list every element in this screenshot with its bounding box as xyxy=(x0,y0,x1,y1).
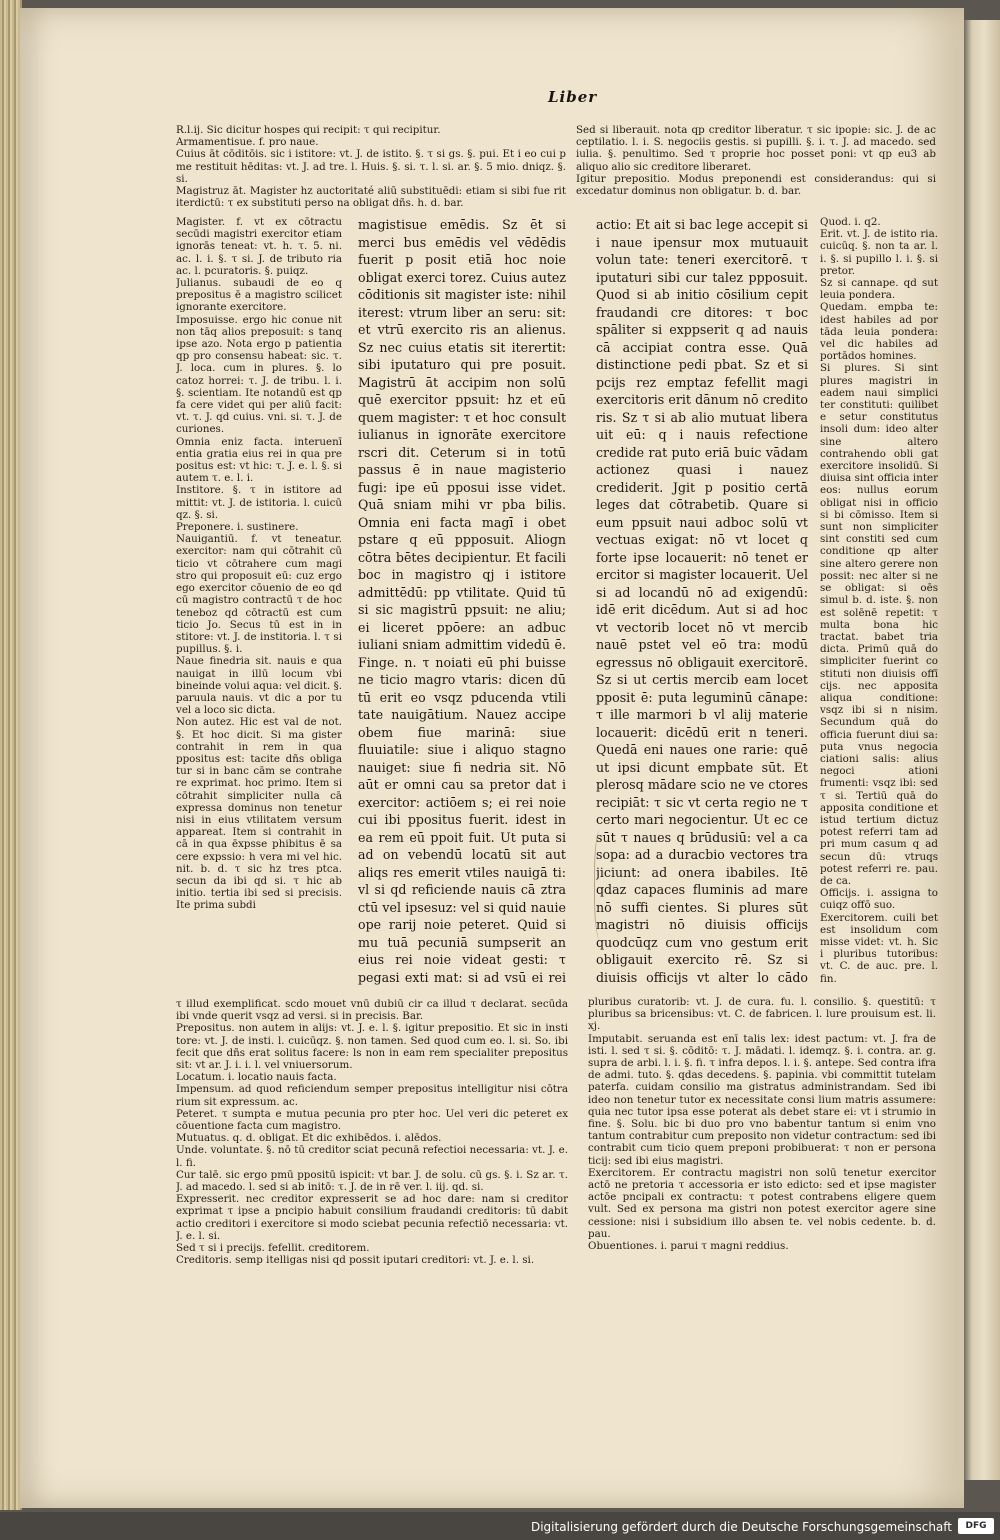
gloss-paragraph: Magister. f. vt ex cōtractu secūdi magistri exercitor etiam ignorās teneat: vt. h. τ. 5. ni. ac. l. i. §. τ si. J. de tributo ria ac. l. pcuratoris. §. puiqz. xyxy=(176,216,342,277)
main-text-right-column xyxy=(596,216,808,988)
gloss-paragraph: Imputabit. seruanda est enī talis lex: idest pactum: vt. J. fra de isti. l. sed τ si. §. cōditō: τ. J. mādati. l. idemqz. §. i. contra. ar. g. supra de arbi. l. i. §. fi. τ infra depos. l. i. §. antepe. Sed contra ifra de admi. tuto. §. qdas decedens. §. papinia. vbi committit tutelam paterfa. cuidam consilio ma gistratus administrandam. Sed ibi ideo non tenetur tutor ex necessitate consi lium matris assumere: quia nec tutor ipsa esse poterat als debet stare ei: vt i strumio in fine. §. Solu. bic bi duo pro vno babentur tantum si enim vno tantum contrabitur cum preposito non videtur contractum: sed ibi contrabit cum ticio quem preponi probibuerat: τ non er persona ticij: sed ibi eius magistri. xyxy=(588,1032,936,1167)
main-text-left-column xyxy=(358,216,566,988)
gloss-paragraph: Quod. i. q2. xyxy=(820,216,881,228)
gloss-paragraph: Peteret. τ sumpta e mutua pecunia pro pter hoc. Uel veri dic peteret ex cōuentione facta cum magistro. xyxy=(176,1107,568,1133)
gloss-line: Magistruz āt. Magister hz auctoritaté aliū substituēdi: etiam si sibi fue rit iterdictū: τ ex substituti perso na obligat dñs. h. d. bar. xyxy=(176,185,566,210)
left-gloss-column xyxy=(176,216,342,1001)
gloss-paragraph: Obuentiones. i. parui τ magni reddius. xyxy=(588,1240,789,1253)
gloss-paragraph: Sed τ si i precijs. fefellit. creditorem. xyxy=(176,1242,370,1255)
book-page xyxy=(20,8,964,1508)
gloss-paragraph: Erit. vt. J. de istito ria. cuicūq. §. non ta ar. l. i. §. si pupillo l. i. §. si pretor. xyxy=(820,228,938,277)
gloss-paragraph: Quedam. empba te: idest habiles ad por tāda leuia pondera: vel dic habiles ad portādos homines. xyxy=(820,301,938,363)
gloss-paragraph: Unde. voluntate. §. nō tū creditor sciat pecunā refectioi necessaria: vt. J. e. l. fi. xyxy=(176,1144,568,1169)
gloss-paragraph: Exercitorem. Er contractu magistri non solū tenetur exercitor actō ne pretoria τ accessoria er isto edicto: sed et ipse magister actōe pncipali ex contractu: τ potest contrabens eligere quem vult. Sed ex persona ma gistri non potest exercitor agere sine cessione: nisi i subsidium illo absen te. vel nobis cedente. b. d. pau. xyxy=(588,1166,936,1240)
gloss-paragraph: Officijs. i. assigna to cuiqz offō suo. xyxy=(820,887,938,912)
left-top-gloss xyxy=(176,124,566,214)
gloss-paragraph: Si plures. Si sint plures magistri in eadem naui simplici ter constituti: quilibet e setur constitutus insoli dum: ideo alter sine altero contrahendo obli gat exercitore insolidū. Si diuisa sint officia inter eos: nullus eorum obligat nisi in officio si bi cōmisso. Item si sunt non simpliciter sint constiti sed cum conditione qp alter sine altero gerere non possit: nec alter si ne se obligat: si oēs simul b. d. iste. §. non est solēnē repetit: τ multa bona hic tractat. babet tria dicta. Primū quā do simpliciter fuerint co stituti non diuisis offī cijs. nec apposita aliqua conditione: vsqz ibi si n nisim. Secundum quā do officia fuerunt diui sa: puta vnus negocia ciationi salis: alius negoci ationi frumenti: vsqz ibi: sed τ si. Tertiū quā do apposita conditione et istud tertium dictuz potest referri tam ad pri mum casum q ad secun dū: vtruqs potest referri re. pau. de ca. xyxy=(820,362,938,887)
gloss-line: Sed si liberauit. nota qp creditor liberatur. τ sic ipopie: sic. J. de ac ceptilatio. l. i. S. negociis gestis. si pupilli. §. i. τ. J. ad macedo. sed iulia. §. penultimo. Sed τ proprie hoc posset poni: vt qp eu3 ab aliquo alio sic creditore liberaret. xyxy=(576,124,936,173)
bottom-right-gloss xyxy=(588,996,936,1266)
pencil-marginal-mark xyxy=(594,830,609,940)
main-text: actio: Et ait si bac lege accepit si i naue ipensur mox mutuauit volun tate: teneri exercitorē. τ iputaturi sibi cur talez ppposuit. Quod si ab initio cōsilium cepit fraudandi cre ditores: τ boc spāliter si exppserit q ad nauis cā accipiat contra esse. Quā distinctione pedi pbat. Sz et si pcijs rez emptaz fefellit magi exercitoris erit dānum nō credito ris. Sz τ si ab alio mutuat libera uit eū: q i nauis refectione credide rat puto eriā buic vādam actionez quasi i nauez crediderit. Jgit p positio certā leges dat cōtrabetib. Quare si eum ppsuit naui adboc solū vt vectuas exigat: nō vt locet q forte ipse locauerit: nō tenet er ercitor si magister locauerit. Uel si ad locandū nō ad exigendū: idē erit dicēdum. Aut si ad hoc vt vectorib locet nō vt mercib nauē pstet vel eō tra: modū egressus nō obligauit exercitorē. Sz si ut certis mercib eam locet pposit ē: puta leguminū cānape: τ ille marmori b vl alij materie locauerit: dicēdū erit n teneri. Quedā eni naues one rarie: quē ut ipsi dicunt empbate sūt. Et plerosq mādare scio ne ve ctores recipiāt: τ sic vt certa regio ne τ certo mari negocientur. Ut ec ce sūt τ naues q brūdusiū: vel a ca sopa: ad a duracbio vectores tra jiciunt: ad onera ibabiles. Itē qdaz capaces fluminis ad mare nō suffi cientes. Si plures sūt magistri nō diuisis officijs quodcūqz cum vno gestum erit obligauit exercito rē. Sz si diuisis officijs vt alter lo cādo xyxy=(596,217,808,985)
gloss-paragraph: Locatum. i. locatio nauis facta. xyxy=(176,1071,337,1084)
gloss-line: R.l.ij. Sic dicitur hospes qui recipit: τ qui recipitur. xyxy=(176,124,441,136)
book-edge-left xyxy=(0,0,22,1510)
gloss-line: Cuius āt cōditōis. sic i istitore: vt. J. de istito. §. τ si gs. §. pui. Et i eo cui p me restituit hēditas: vt. J. ad tre. l. Huis. §. si. τ. l. si. ar. §. 5 mio. dniqz. §. si. xyxy=(176,148,566,185)
gloss-paragraph: Exercitorem. cuili bet est insolidum com misse videt: vt. h. Sic i pluribus tutoribus: vt. C. de auc. pre. l. fin. xyxy=(820,911,938,985)
gloss-paragraph: Non autez. Hic est val de not. §. Et hoc dicit. Si ma gister contrahit in rem in qua ppositus est: tacite dñs obliga tur si in banc cām se contrahe re exprimat. hoc primo. Item si cōtrahit simpliciter nulla cā expressa dominus non tenetur nisi in eius vtilitatem versum appareat. Item si contrahit in cā in qua ēxpsse phibitus ē sa cere expssio: h vera mi vel hic. nit. b. d. τ sic hz tres ptca. secun da ibi qd si. τ hic ab initio. tertia ibi sed si precisis. Ite prima subdi xyxy=(176,716,342,912)
bottom-left-gloss xyxy=(176,998,568,1266)
gloss-paragraph: Julianus. subaudi de eo q prepositus ē a magistro scilicet ignorante exercitore. xyxy=(176,277,342,314)
gloss-paragraph: Imposuisse. ergo hic conue nit non tāq alios preposuit: s tanq ipse azo. Nota ergo p patientia qp pro consensu habeat: sic. τ. J. loca. cum in plures. §. lo catoz horrei: τ. J. de tribu. l. i. §. scientiam. Ite notandū est qp fa cere videt qui per aliū facit: vt. τ. J. qd cuius. vni. si. τ. J. de curiones. xyxy=(176,313,342,436)
gloss-paragraph: Institore. §. τ in istitore ad mittit: vt. J. de istitoria. l. cuicū qz. §. si. xyxy=(176,484,342,521)
gloss-paragraph: Prepositus. non autem in alijs: vt. J. e. l. §. igitur prepositio. Et sic in insti tore: vt. J. de insti. l. cuicūqz. §. non tamen. Sed quod cum eo. l. si. So. ibi fecit que dñs erat solitus facere: ls non in eam rem specialiter prepositus sit: vt ar. J. i. i. l. vel vniuersorum. xyxy=(176,1022,568,1072)
gloss-paragraph: Expresserit. nec creditor expresserit se ad hoc dare: nam si creditor exprimat τ ipse a pncipio habuit consilium fraudandi creditoris: tū dabit actio creditori i exercitore si modo sciebat pecunia refectiō necessaria: vt. J. e. l. si. xyxy=(176,1193,568,1242)
right-top-gloss xyxy=(576,124,936,208)
gloss-paragraph: Creditoris. semp itelligas nisi qd possit iputari creditori: vt. J. e. l. si. xyxy=(176,1254,535,1266)
gloss-paragraph: Omnia eniz facta. interuenī entia gratia eius rei in qua pre positus est: vt hic: τ. J. e. l. §. si autem τ. e. l. i. xyxy=(176,435,342,485)
running-head: Liber xyxy=(548,88,598,106)
gloss-paragraph: Preponere. i. sustinere. xyxy=(176,521,299,534)
gloss-paragraph: Impensum. ad quod reficiendum semper prepositus intelligitur nisi cōtra rium sit expressum. ac. xyxy=(176,1083,568,1108)
gloss-paragraph: τ illud exemplificat. scdo mouet vnū dubiū cir ca illud τ declarat. secūda ibi vnde querit vsqz ad versi. si in precisis. Bar. xyxy=(176,998,568,1023)
gloss-paragraph: pluribus curatorib: vt. J. de cura. fu. l. consilio. §. questitū: τ pluribus sa bricensibus: vt. C. de fabricen. l. lure prouisum est. li. xj. xyxy=(588,996,936,1033)
facing-page-edge xyxy=(960,20,1000,1480)
footer-funding-note: Digitalisierung gefördert durch die Deutsche Forschungsgemeinschaft xyxy=(530,1520,952,1534)
gloss-paragraph: Mutuatus. q. d. obligat. Et dic exhibēdos. i. alēdos. xyxy=(176,1132,442,1145)
right-gloss-column xyxy=(820,216,938,986)
gloss-paragraph: Naue finedria sit. nauis e qua nauigat in illū locum vbi bineinde volui aqua: vel dicit. §. paruula nauis. vt dic a por tu vel a loco sic dicta. xyxy=(176,655,342,717)
gloss-line: Armamentisue. f. pro naue. xyxy=(176,136,319,149)
main-text: magistisue emēdis. Sz ēt si merci bus emēdis vel vēdēdis fuerit p posit etiā hoc noie obligat exerci torez. Cuius autez cōditionis sit magister iste: nihil iterest: vtrum liber an seru: sit: et vtrū exercito ris an alienus. Sz nec cuius etatis sit iterertit: sibi iputaturo qui pre posuit. Magistrū āt accipim non solū quē exercitor ppsuit: hz et eū quem magister: τ et hoc consult iulianus in ignorāte exercitore rscri dit. Ceterum si in totū passus ē in naue magisterio fugi: ipe eū pposui isse videt. Quā sniam mihi vr pba bilis. Omnia eni facta magī i obet pstare q eū ppposuit. Aliogn cōtra bētes decipientur. Et facili boc in magistro qj i istitore admittēdū: pp vtilitate. Quid tū si sic magistrū ppsuit: ne aliu; ei liceret ppōere: an adbuc iuliani sniam admittim videdū ē. Finge. n. τ noiati eū phi buisse ne ticio magro vtaris: dicen dū tū erit eo vsqz pducenda vtili tate nauigātium. Nauez accipe obem fiue marinā: siue fluuiatile: siue i aliquo stagno nauiget: siue fi nedria sit. Nō aūt er omni cau sa pretor dat i exercitor: actiōem s; ei rei noie cui ibi ppositus fuerit. idest in ea rem eū ppoit fuit. Ut puta si ad on vebendū locatū sit aut aliqs res emerit vtiles nauigā ti: vl si qd reficiende nauis cā ztra ctū vel ipsesuz: vel si quid nauie ope rarij noie peteret. Quid si mu tuā pecuniā sumpserit an eius rei noie videat gesti: τ pegasi exti mat: si ad vsū ei rei xyxy=(358,217,566,985)
gloss-paragraph: Sz si cannape. qd sut leuia pondera. xyxy=(820,277,938,302)
gloss-paragraph: Nauigantiū. f. vt teneatur. exercitor: nam qui cōtrahit cū ticio vt cōtrahere cum magi stro qui proposuit eū: cuz ergo ego exercitor cōuenio de eo qd cū magistro contractū τ de hoc teneboz qd cōtractū est cum ticio Jo. Secus tū est in in stitore: vt. J. de institoria. l. τ si pupillus. §. i. xyxy=(176,533,342,656)
gloss-line: Igitur prepositio. Modus preponendi est considerandus: qui si excedatur dominus non obligatur. b. d. bar. xyxy=(576,172,936,198)
dfg-logo: DFG xyxy=(958,1518,994,1534)
gloss-paragraph: Cur talē. sic ergo pmū ppositū ispicit: vt bar. J. de solu. cū gs. §. i. Sz ar. τ. J. ad macedo. l. sed si ab initō: τ. J. de in rē ver. l. iij. qd. si. xyxy=(176,1168,568,1194)
